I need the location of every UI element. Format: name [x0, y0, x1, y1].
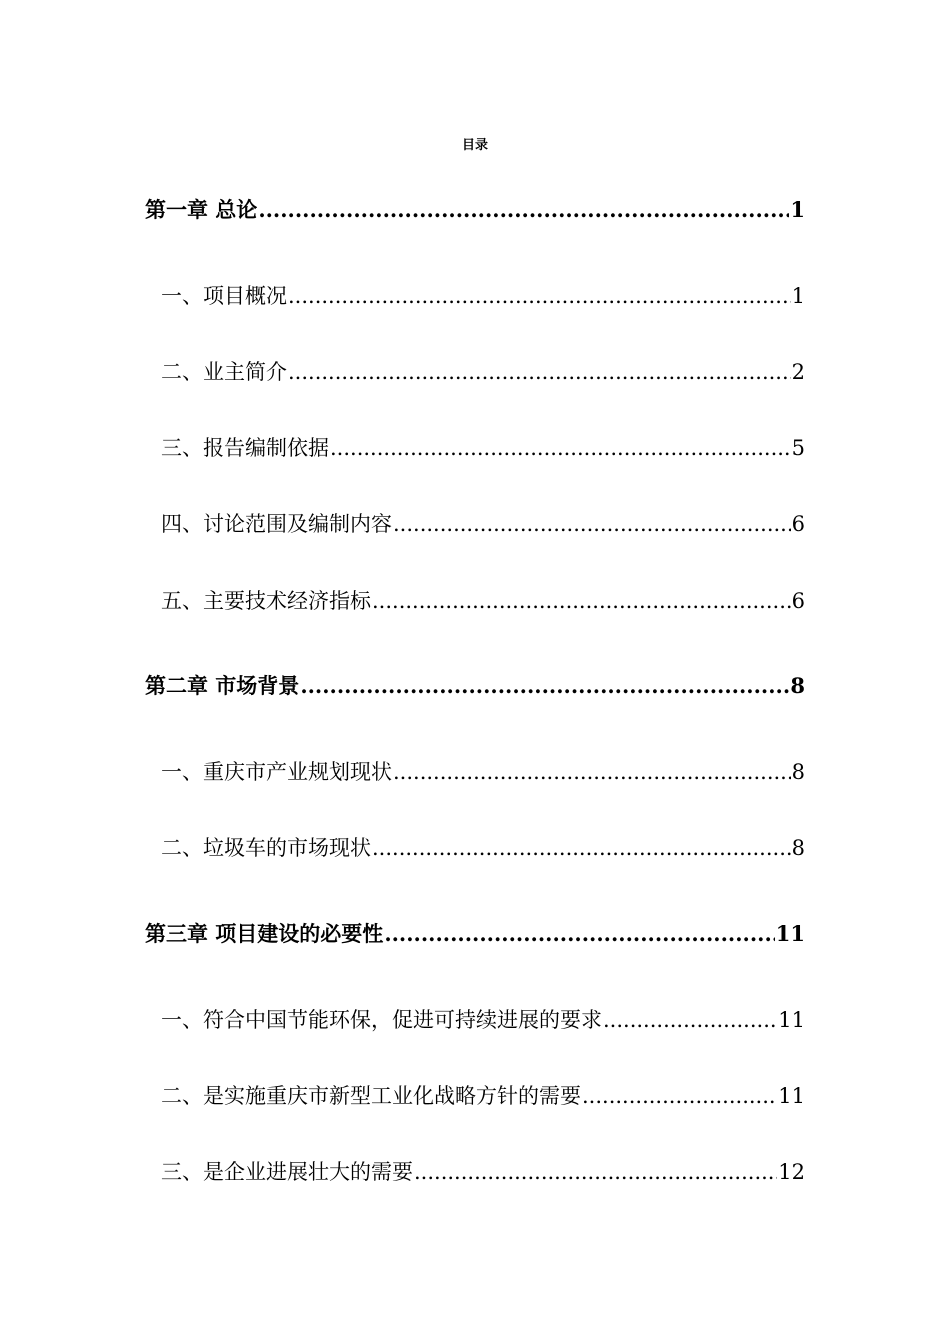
toc-chapter-3[interactable] [145, 920, 805, 948]
toc-dot-leader [582, 1082, 777, 1110]
toc-entry-text: 二、垃圾车的市场现状 [161, 836, 371, 860]
toc-dot-leader [288, 358, 791, 386]
toc-entry-text: 二、业主简介 [161, 360, 287, 384]
toc-section-3-2[interactable] [161, 1082, 805, 1110]
toc-page-number: 1 [791, 284, 805, 308]
toc-page-number: 6 [791, 589, 805, 613]
toc-section-1-1[interactable] [161, 282, 805, 310]
toc-entry-text: 第三章 项目建设的必要性 [145, 921, 384, 946]
toc-chapter-1[interactable] [145, 196, 805, 224]
toc-chapter-2[interactable] [145, 672, 805, 700]
toc-dot-leader [330, 434, 791, 462]
toc-dot-leader [384, 920, 774, 948]
toc-page-number: 12 [778, 1160, 805, 1184]
toc-dot-leader [414, 1158, 777, 1186]
toc-page-number: 11 [775, 921, 805, 946]
toc-entry-text: 五、主要技术经济指标 [161, 589, 371, 613]
toc-entry-text: 一、重庆市产业规划现状 [161, 760, 392, 784]
toc-dot-leader [372, 587, 791, 615]
toc-page-number: 8 [791, 760, 805, 784]
toc-section-1-3[interactable] [161, 434, 805, 462]
toc-entry-text: 四、讨论范围及编制内容 [161, 512, 392, 536]
toc-dot-leader [288, 282, 791, 310]
toc-dot-leader [393, 510, 791, 538]
toc-dot-leader [603, 1006, 777, 1034]
toc-page-number: 11 [778, 1084, 805, 1108]
toc-dot-leader [258, 196, 789, 224]
toc-title: 目录 [461, 138, 488, 153]
toc-page-number: 2 [791, 360, 805, 384]
toc-entry-text: 第二章 市场背景 [145, 673, 300, 698]
toc-page-number: 6 [791, 512, 805, 536]
toc-section-1-5[interactable] [161, 587, 805, 615]
toc-entry-text: 二、是实施重庆市新型工业化战略方针的需要 [161, 1084, 581, 1108]
toc-entry-text: 一、符合中国节能环保，促进可持续进展的要求 [161, 1008, 602, 1032]
toc-page-number: 1 [790, 197, 805, 222]
toc-page-number: 8 [791, 836, 805, 860]
toc-section-2-1[interactable] [161, 758, 805, 786]
toc-dot-leader [300, 672, 789, 700]
toc-dot-leader [372, 834, 791, 862]
toc-entry-text: 第一章 总论 [145, 197, 258, 222]
toc-section-1-4[interactable] [161, 510, 805, 538]
toc-page-number: 8 [790, 673, 805, 698]
toc-section-3-1[interactable] [161, 1006, 805, 1034]
toc-page-number: 5 [791, 436, 805, 460]
toc-section-3-3[interactable] [161, 1158, 805, 1186]
toc-entry-text: 一、项目概况 [161, 284, 287, 308]
toc-section-1-2[interactable] [161, 358, 805, 386]
toc-entry-text: 三、是企业进展壮大的需要 [161, 1160, 413, 1184]
toc-page-number: 11 [778, 1008, 805, 1032]
toc-dot-leader [393, 758, 791, 786]
toc-section-2-2[interactable] [161, 834, 805, 862]
toc-entry-text: 三、报告编制依据 [161, 436, 329, 460]
